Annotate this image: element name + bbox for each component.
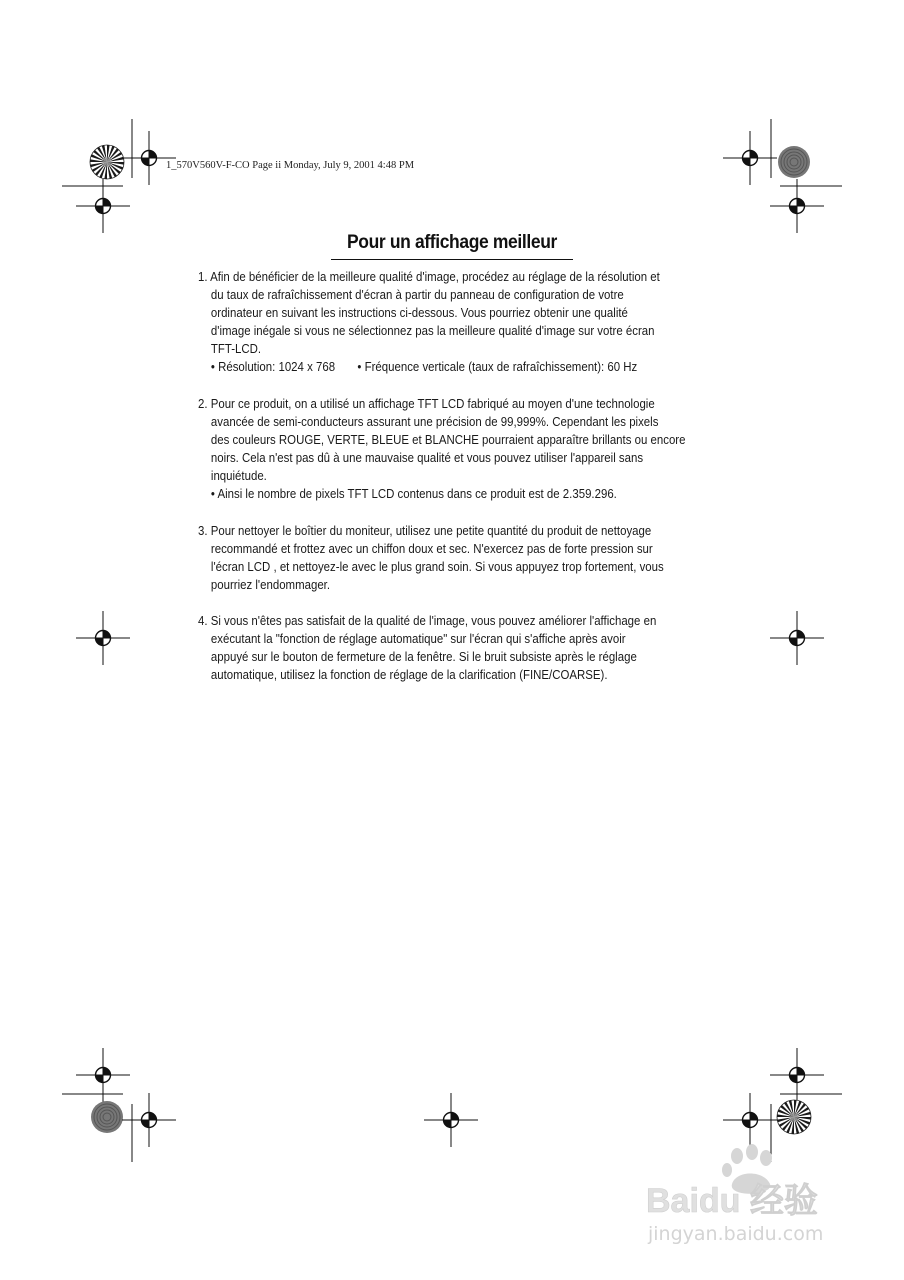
frequency-bullet: • Fréquence verticale (taux de rafraîchissement): 60 Hz	[357, 359, 638, 375]
list-item-1: 1. Afin de bénéficier de la meilleure qualité d'image, procédez au réglage de la résolution et du taux de rafraîchissement d'écran à partir du panneau de configuration de votre ordinateur en suivant les instructions ci-dessous. Vous pourriez obtenir une qualité d'image inégale si vous ne sélectionnez pas la meilleure qualité d'image sur votre écran TFT-LCD. • Résolution: 1024 x 768 • Fréquence verticale (taux de rafraîchissement): 60 Hz	[198, 268, 680, 377]
settings-bullets	[198, 358, 680, 376]
list-item-2: 2. Pour ce produit, on a utilisé un affichage TFT LCD fabriqué au moyen d'une technologie avancée de semi-conducteurs assurant une précision de 99,999%. Cependant les pixels des couleurs ROUGE, VERTE, BLEUE et BLANCHE pourraient apparaître brillants ou encore noirs. Cela n'est pas dû à une mauvaise qualité et vous pouvez utiliser l'appareil sans inquiétude. • Ainsi le nombre de pixels TFT LCD contenus dans ce produit est de 2.359.296.	[198, 395, 680, 504]
resolution-bullet: • Résolution: 1024 x 768	[210, 359, 336, 375]
instructions-list	[198, 268, 686, 703]
list-item-3: 3. Pour nettoyer le boîtier du moniteur, utilisez une petite quantité du produit de nettoyage recommandé et frottez avec un chiffon doux et sec. N'exercez pas de forte pression sur l'écran LCD , et nettoyez-le avec le plus grand soin. Si vous appuyez trop fortement, vous pourriez l'endommager.	[198, 522, 664, 592]
title-underline	[331, 259, 573, 260]
watermark-brand: Baidu 经验	[646, 1182, 818, 1220]
page-title: Pour un affichage meilleur	[347, 232, 557, 253]
baidu-watermark	[636, 1140, 866, 1250]
pixel-count-bullet: • Ainsi le nombre de pixels TFT LCD contenus dans ce produit est de 2.359.296.	[210, 486, 617, 502]
list-item-4: 4. Si vous n'êtes pas satisfait de la qualité de l'image, vous pouvez améliorer l'affichage en exécutant la "fonction de réglage automatique" sur l'écran qui s'affiche après avoir appuyé sur le bouton de fermeture de la fenêtre. Si le bruit subsiste après le réglage automatique, utilisez la fonction de réglage de la clarification (FINE/COARSE).	[198, 613, 657, 683]
watermark-url: jingyan.baidu.com	[648, 1223, 824, 1245]
print-slug-header: 1_570V560V-F-CO Page ii Monday, July 9, 2001 4:48 PM	[166, 160, 415, 171]
